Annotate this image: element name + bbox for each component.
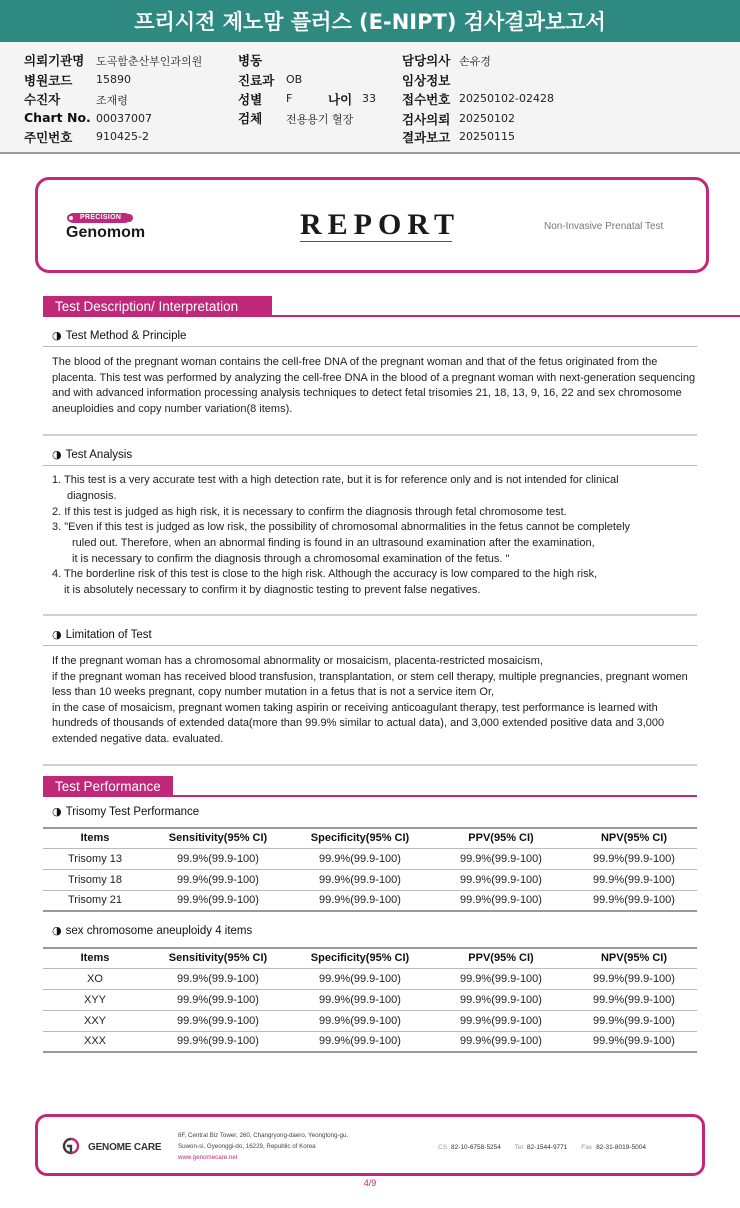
table-header-row	[43, 948, 697, 968]
table-cell: 99.9%(99.9-100)	[431, 848, 571, 869]
col-header: NPV(95% CI)	[571, 948, 697, 968]
trisomy-heading-text: Trisomy Test Performance	[65, 806, 200, 818]
table-row	[43, 1031, 697, 1052]
tel-label: Tel	[514, 1144, 523, 1151]
hospital-code-value: 15890	[96, 73, 131, 86]
col-header: Specificity(95% CI)	[289, 948, 431, 968]
analysis-line: 1. This test is a very accurate test with a high detection rate, but it is for reference only and is not intended for clinical	[52, 474, 619, 486]
examinee-value: 조재령	[96, 94, 128, 107]
table-cell: 99.9%(99.9-100)	[147, 968, 289, 989]
col-header: Sensitivity(95% CI)	[147, 828, 289, 848]
divider	[43, 645, 697, 646]
col-header: Items	[43, 828, 147, 848]
department-label: 진료과	[238, 73, 275, 88]
resident-no-value: 910425-2	[96, 130, 149, 143]
chart-no-label: Chart No.	[24, 110, 91, 125]
table-cell: 99.9%(99.9-100)	[571, 989, 697, 1010]
trisomy-heading	[52, 805, 199, 818]
section-description-rule	[272, 315, 740, 317]
col-header: Items	[43, 948, 147, 968]
table-cell: 99.9%(99.9-100)	[147, 890, 289, 911]
method-heading	[52, 329, 186, 342]
fax-number: 82-31-8019-5004	[596, 1144, 646, 1151]
col-header: Sensitivity(95% CI)	[147, 948, 289, 968]
table-cell: XO	[43, 968, 147, 989]
table-cell: 99.9%(99.9-100)	[571, 848, 697, 869]
doctor-label: 담당의사	[402, 53, 451, 68]
table-cell: 99.9%(99.9-100)	[147, 989, 289, 1010]
doctor-value: 손유경	[459, 55, 491, 68]
request-date-value: 20250102	[459, 112, 515, 125]
analysis-line: it is necessary to confirm the diagnosis through a chromosomal examination of the fetus. "	[72, 553, 510, 565]
analysis-heading	[52, 448, 132, 461]
address-line: 8F, Central Biz Tower, 260, Changryong-daero, Yeongtong-gu,	[178, 1132, 349, 1139]
sex-label: 성별	[238, 92, 263, 107]
footer-frame	[35, 1114, 705, 1176]
table-cell: 99.9%(99.9-100)	[289, 890, 431, 911]
section-performance-rule	[173, 795, 697, 797]
specimen-label: 검체	[238, 111, 263, 126]
genome-care-logo-icon	[60, 1137, 82, 1155]
analysis-line: it is absolutely necessary to confirm it by diagnostic testing to prevent false negatives.	[64, 584, 481, 596]
half-circle-icon: ◑	[52, 805, 62, 818]
divider	[43, 614, 697, 616]
divider	[43, 434, 697, 436]
genome-care-name: GENOME CARE	[88, 1142, 162, 1153]
clinical-info-label: 임상정보	[402, 73, 451, 88]
fax-label: Fax	[581, 1144, 593, 1151]
report-title-bar: 프리시전 제노맘 플러스 (E-NIPT) 검사결과보고서	[0, 0, 740, 42]
table-cell: XXY	[43, 1010, 147, 1031]
table-cell: 99.9%(99.9-100)	[431, 1010, 571, 1031]
col-header: PPV(95% CI)	[431, 828, 571, 848]
table-row	[43, 1010, 697, 1031]
cs-label: CS	[438, 1144, 448, 1151]
tel-number: 82-1544-9771	[526, 1144, 568, 1151]
table-row	[43, 968, 697, 989]
col-header: NPV(95% CI)	[571, 828, 697, 848]
age-label: 나이	[328, 92, 353, 107]
divider	[43, 465, 697, 466]
table-cell: Trisomy 18	[43, 869, 147, 890]
table-cell: 99.9%(99.9-100)	[571, 1010, 697, 1031]
age-value: 33	[362, 92, 376, 105]
half-circle-icon: ◑	[52, 628, 62, 641]
company-address	[178, 1130, 348, 1163]
table-cell: 99.9%(99.9-100)	[289, 869, 431, 890]
department-value: OB	[286, 73, 303, 86]
report-date-value: 20250115	[459, 130, 515, 143]
sex-chromosome-heading-text: sex chromosome aneuploidy 4 items	[65, 925, 253, 937]
table-cell: 99.9%(99.9-100)	[431, 989, 571, 1010]
table-cell: 99.9%(99.9-100)	[289, 848, 431, 869]
report-heading-underline	[300, 241, 452, 242]
cs-number: 82-10-6758-5254	[451, 1144, 501, 1151]
table-row	[43, 848, 697, 869]
table-cell: 99.9%(99.9-100)	[147, 848, 289, 869]
genomom-logo: Genomom	[66, 224, 146, 241]
ward-label: 병동	[238, 53, 263, 68]
divider	[43, 764, 697, 766]
limitation-heading-text: Limitation of Test	[65, 629, 152, 641]
hospital-code-label: 병원코드	[24, 73, 73, 88]
table-cell: 99.9%(99.9-100)	[289, 1031, 431, 1052]
contact-numbers	[438, 1144, 658, 1151]
chart-no-value: 00037007	[96, 112, 152, 125]
limitation-line: in the case of mosaicism, pregnant women taking aspirin or receiving anticoagulant therapy, test performance is learned with hundreds of thousands of extended data(more than 99.9% similar to actual data), and 3,000 extended positive data and 3,000 extended negative data. evaluated.	[52, 701, 665, 745]
sex-chromosome-heading	[52, 924, 252, 937]
table-row	[43, 989, 697, 1010]
limitation-line: If the pregnant woman has a chromosomal abnormality or mosaicism, placenta-restricted mosaicism,	[52, 655, 543, 667]
table-header-row	[43, 828, 697, 848]
precision-badge: PRECISION	[68, 213, 130, 223]
receipt-no-value: 20250102-02428	[459, 92, 554, 105]
limitation-paragraph	[52, 654, 698, 747]
table-cell: Trisomy 21	[43, 890, 147, 911]
address-line: Suwon-si, Gyeonggi-do, 16229, Republic of Korea	[178, 1143, 316, 1150]
table-cell: 99.9%(99.9-100)	[431, 869, 571, 890]
page-number: 4/9	[363, 1178, 377, 1188]
table-row	[43, 890, 697, 911]
table-cell: 99.9%(99.9-100)	[147, 1031, 289, 1052]
divider	[43, 346, 697, 347]
section-description-heading: Test Description/ Interpretation	[43, 296, 272, 317]
table-cell: 99.9%(99.9-100)	[571, 869, 697, 890]
limitation-heading	[52, 628, 152, 641]
analysis-heading-text: Test Analysis	[65, 449, 133, 461]
trisomy-performance-table	[43, 827, 697, 912]
table-cell: 99.9%(99.9-100)	[147, 869, 289, 890]
report-heading: REPORT	[300, 208, 460, 241]
col-header: PPV(95% CI)	[431, 948, 571, 968]
analysis-line: 2. If this test is judged as high risk, it is necessary to confirm the diagnosis through fetal chromosome test.	[52, 506, 567, 518]
analysis-line: 3. "Even if this test is judged as low risk, the possibility of chromosomal abnormalities in the fetus cannot be completely	[52, 521, 631, 533]
section-performance-heading: Test Performance	[43, 776, 173, 797]
table-cell: 99.9%(99.9-100)	[289, 1010, 431, 1031]
table-cell: Trisomy 13	[43, 848, 147, 869]
sex-chromosome-performance-table	[43, 947, 697, 1053]
company-website-link[interactable]: www.genomecare.net	[178, 1154, 238, 1161]
analysis-line: diagnosis.	[67, 490, 117, 502]
examinee-label: 수진자	[24, 92, 61, 107]
institution-label: 의뢰기관명	[24, 53, 85, 68]
half-circle-icon: ◑	[52, 924, 62, 937]
table-cell: 99.9%(99.9-100)	[431, 968, 571, 989]
limitation-line: if the pregnant woman has received blood transfusion, transplantation, or stem cell therapy, multiple pregnancies, pregnant women less than 10 weeks pregnant, copy number mutation in a fetus that is not a service item Or,	[52, 670, 688, 698]
half-circle-icon: ◑	[52, 329, 62, 342]
table-cell: 99.9%(99.9-100)	[431, 1031, 571, 1052]
table-cell: 99.9%(99.9-100)	[289, 968, 431, 989]
half-circle-icon: ◑	[52, 448, 62, 461]
table-cell: 99.9%(99.9-100)	[571, 1031, 697, 1052]
sex-value: F	[286, 92, 293, 105]
report-date-label: 결과보고	[402, 130, 451, 145]
analysis-line: ruled out. Therefore, when an abnormal finding is found in an ultrasound examination after the examination,	[72, 537, 595, 549]
col-header: Specificity(95% CI)	[289, 828, 431, 848]
method-heading-text: Test Method & Principle	[65, 330, 187, 342]
specimen-value: 전용용기 혈장	[286, 113, 354, 126]
analysis-line: 4. The borderline risk of this test is close to the high risk. Although the accuracy is low compared to the high risk,	[52, 568, 598, 580]
method-paragraph: The blood of the pregnant woman contains the cell-free DNA of the pregnant woman and that of the fetus originated from the placenta. This test was performed by analyzing the cell-free DNA in the blood of a pregnant woman with next-generation sequencing and with advanced information processing analysis techniques to detect fetal trisomies 21, 18, 13, 9, 16, 22 and sex chromosome aneuploidies and copy number variation(8 items).	[52, 356, 696, 415]
receipt-no-label: 접수번호	[402, 92, 451, 107]
table-cell: 99.9%(99.9-100)	[147, 1010, 289, 1031]
request-date-label: 검사의뢰	[402, 112, 451, 127]
table-cell: 99.9%(99.9-100)	[571, 968, 697, 989]
patient-info-panel	[0, 42, 740, 154]
report-header-frame	[35, 177, 709, 273]
report-subtitle: Non-Invasive Prenatal Test	[544, 221, 664, 232]
table-cell: 99.9%(99.9-100)	[289, 989, 431, 1010]
table-row	[43, 869, 697, 890]
resident-no-label: 주민번호	[24, 130, 73, 145]
table-cell: XXX	[43, 1031, 147, 1052]
institution-value: 도곡함춘산부인과의원	[96, 55, 203, 68]
table-cell: 99.9%(99.9-100)	[571, 890, 697, 911]
table-cell: XYY	[43, 989, 147, 1010]
table-cell: 99.9%(99.9-100)	[431, 890, 571, 911]
